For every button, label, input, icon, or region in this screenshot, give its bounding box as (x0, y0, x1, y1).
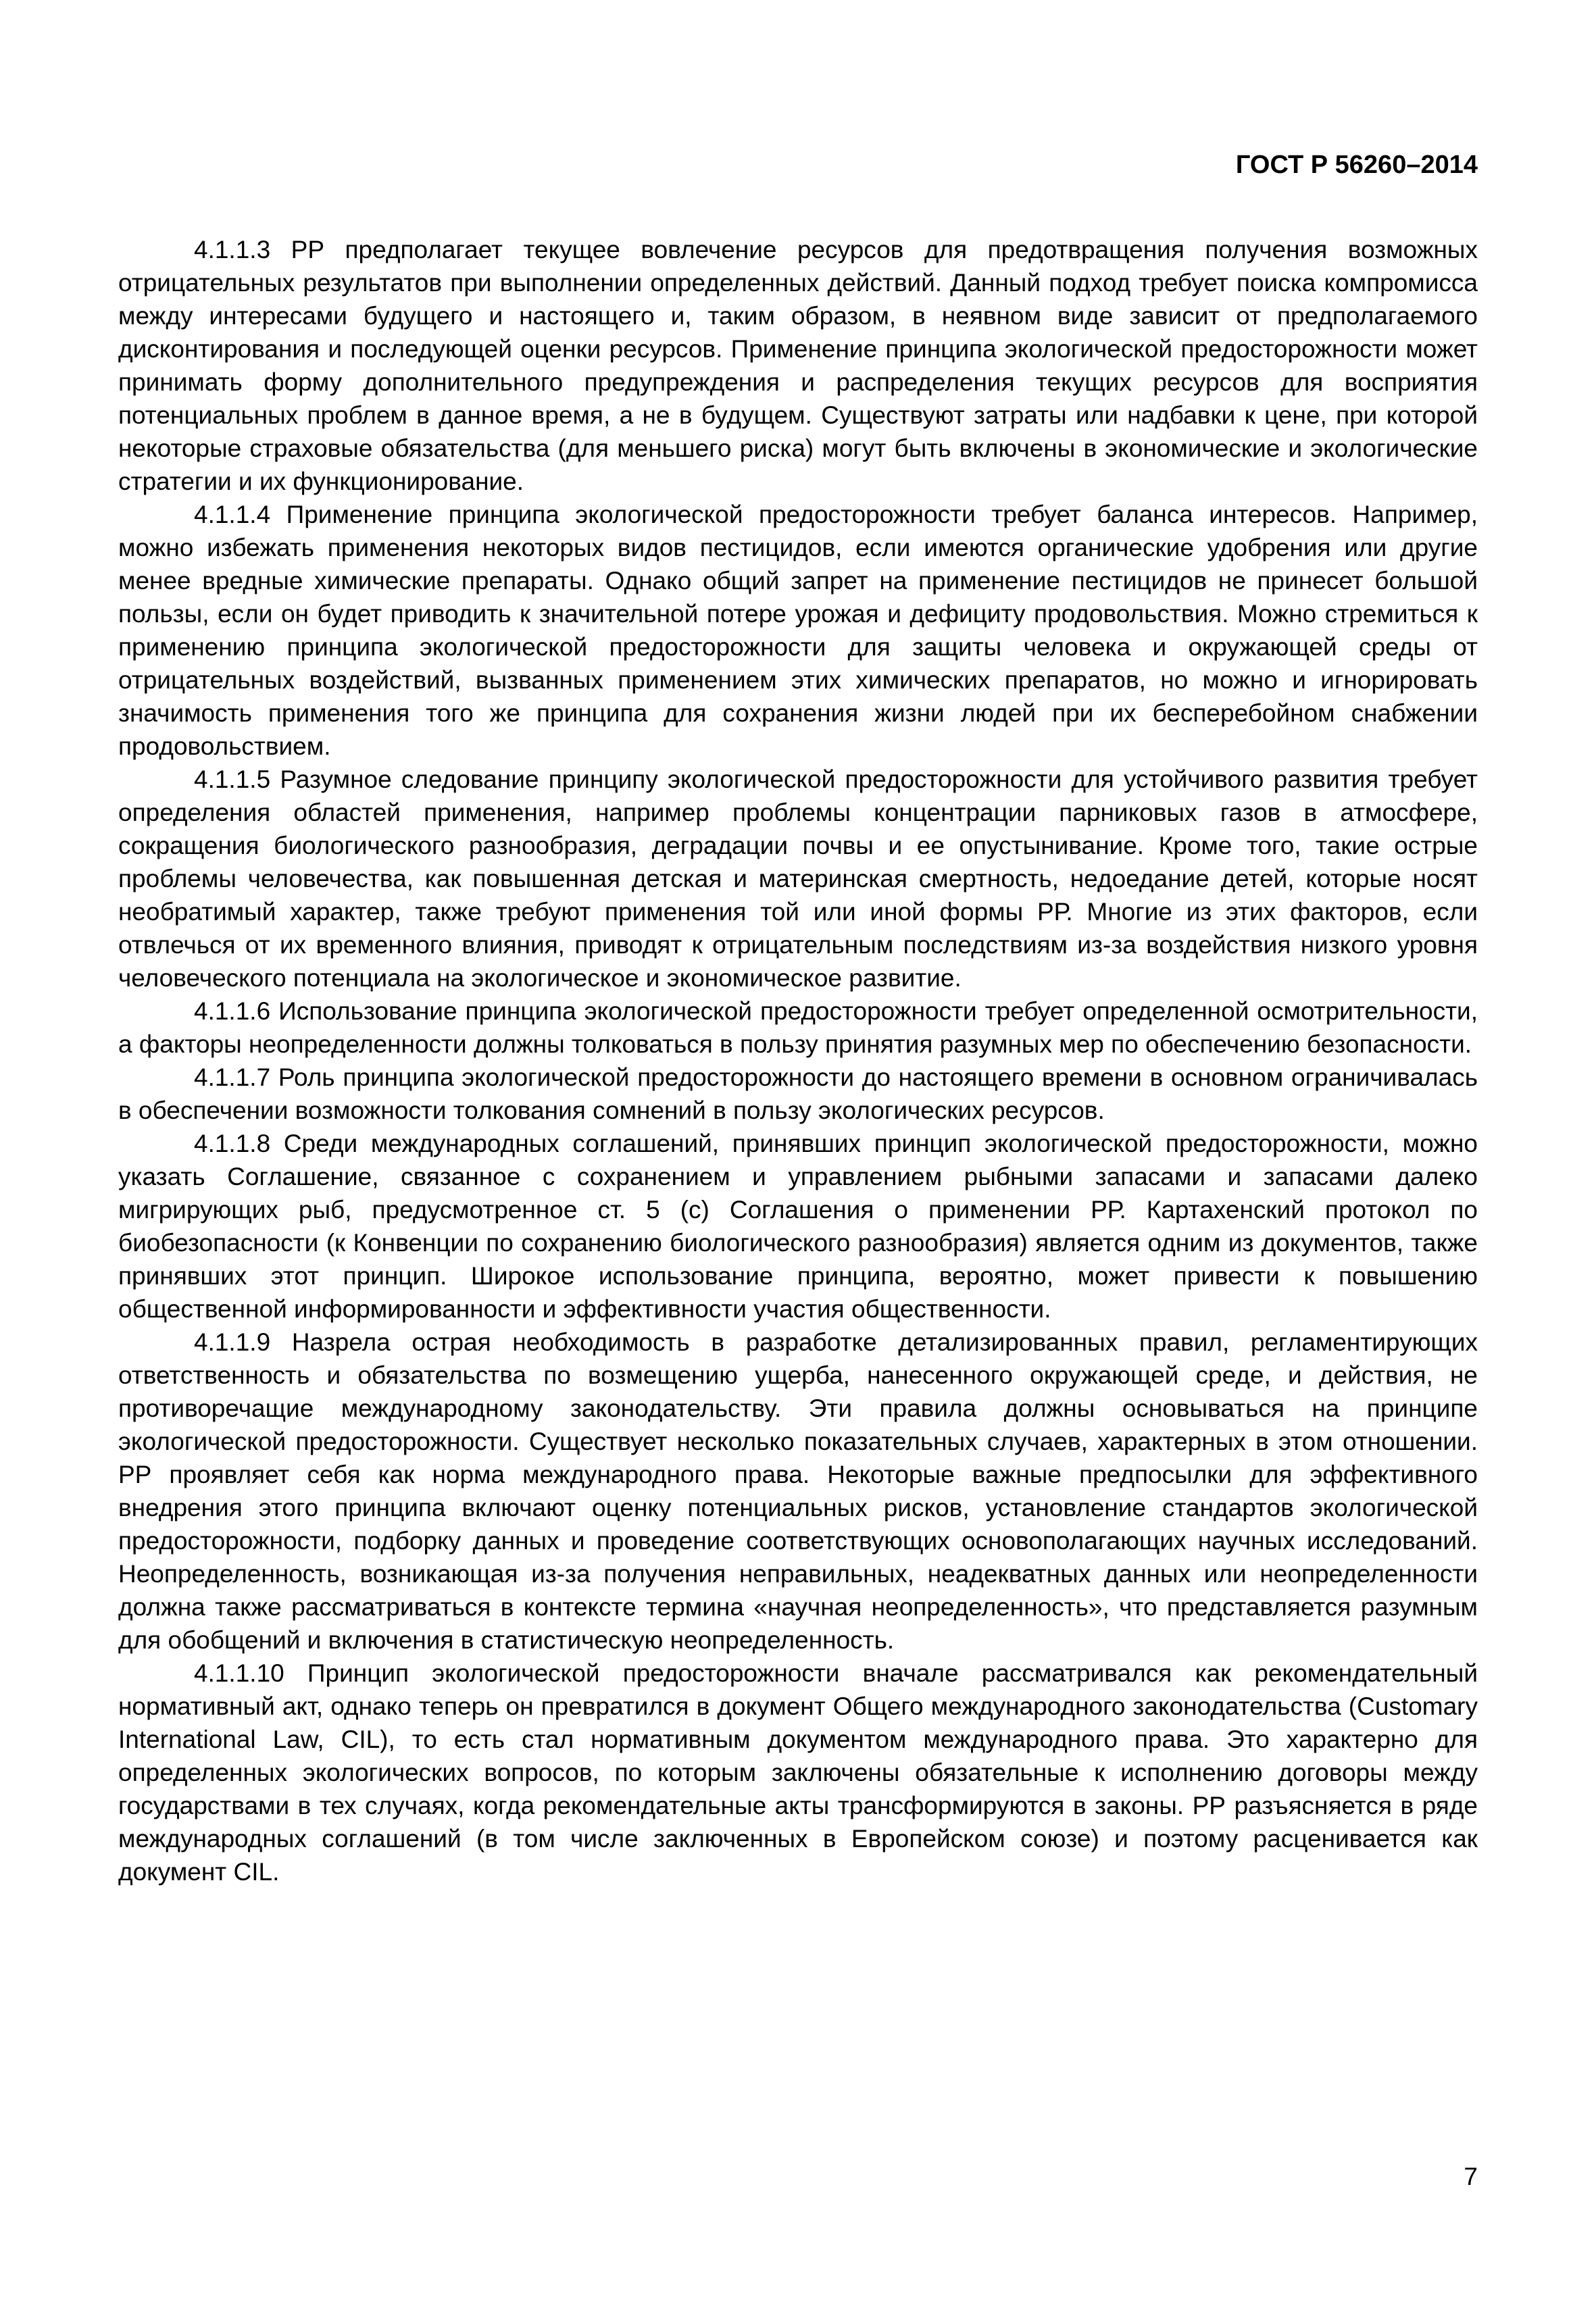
paragraph-4-1-1-10: 4.1.1.10 Принцип экологической предосторожности вначале рассматривался как рекомендательный нормативный акт, однако теперь он превратился в документ Общего международного законодательства (Customary International Law, CIL), то есть стал нормативным документом международного права. Это характерно для определенных экологических вопросов, по которым заключены обязательные к исполнению договоры между государствами в тех случаях, когда рекомендательные акты трансформируются в законы. РР разъясняется в ряде международных соглашений (в том числе заключенных в Европейском союзе) и поэтому расценивается как документ CIL. (118, 1659, 1478, 1886)
paragraph-4-1-1-5: 4.1.1.5 Разумное следование принципу экологической предосторожности для устойчивого развития требует определения областей применения, например проблемы концентрации парниковых газов в атмосфере, сокращения биологического разнообразия, деградации почвы и ее опустынивание. Кроме того, такие острые проблемы человечества, как повышенная детская и материнская смертность, недоедание детей, которые носят необратимый характер, также требуют применения той или иной формы РР. Многие из этих факторов, если отвлечься от их временного влияния, приводят к отрицательным последствиям из-за воздействия низкого уровня человеческого потенциала на экологическое и экономическое развитие. (118, 765, 1478, 992)
paragraph-4-1-1-6: 4.1.1.6 Использование принципа экологической предосторожности требует определенной осмотрительности, а факторы неопределенности должны толковаться в пользу принятия разумных мер по обеспечению безопасности. (118, 997, 1478, 1058)
paragraph-4-1-1-4: 4.1.1.4 Применение принципа экологической предосторожности требует баланса интересов. Например, можно избежать применения некоторых видов пестицидов, если имеются органические удобрения или другие менее вредные химические препараты. Однако общий запрет на применение пестицидов не принесет большой пользы, если он будет приводить к значительной потере урожая и дефициту продовольствия. Можно стремиться к применению принципа экологической предосторожности для защиты человека и окружающей среды от отрицательных воздействий, вызванных применением этих химических препаратов, но можно и игнорировать значимость применения того же принципа для сохранения жизни людей при их бесперебойном снабжении продовольствием. (118, 501, 1478, 760)
paragraph-4-1-1-9: 4.1.1.9 Назрела острая необходимость в разработке детализированных правил, регламентирующих ответственность и обязательства по возмещению ущерба, нанесенного окружающей среде, и действия, не противоречащие международному законодательству. Эти правила должны основываться на принципе экологической предосторожности. Существует несколько показательных случаев, характерных в этом отношении. РР проявляет себя как норма международного права. Некоторые важные предпосылки для эффективного внедрения этого принципа включают оценку потенциальных рисков, установление стандартов экологической предосторожности, подборку данных и проведение соответствующих основополагающих научных исследований. Неопределенность, возникающая из-за получения неправильных, неадекватных данных или неопределенности должна также рассматриваться в контексте термина «научная неопределенность», что представляется разумным для обобщений и включения в статистическую неопределенность. (118, 1328, 1478, 1654)
body-text (118, 233, 1478, 1888)
paragraph-4-1-1-8: 4.1.1.8 Среди международных соглашений, принявших принцип экологической предосторожности, можно указать Соглашение, связанное с сохранением и управлением рыбными запасами и запасами далеко мигрирующих рыб, предусмотренное ст. 5 (с) Соглашения о применении РР. Картахенский протокол по биобезопасности (к Конвенции по сохранению биологического разнообразия) является одним из документов, также принявших этот принцип. Широкое использование принципа, вероятно, может привести к повышению общественной информированности и эффективности участия общественности. (118, 1130, 1478, 1323)
paragraph-4-1-1-7: 4.1.1.7 Роль принципа экологической предосторожности до настоящего времени в основном ограничивалась в обеспечении возможности толкования сомнений в пользу экологических ресурсов. (118, 1063, 1478, 1124)
page-number: 7 (1464, 2163, 1478, 2190)
standard-designation: ГОСТ Р 56260–2014 (1235, 151, 1478, 179)
paragraph-4-1-1-3: 4.1.1.3 РР предполагает текущее вовлечение ресурсов для предотвращения получения возможных отрицательных результатов при выполнении определенных действий. Данный подход требует поиска компромисса между интересами будущего и настоящего и, таким образом, в неявном виде зависит от предполагаемого дисконтирования и последующей оценки ресурсов. Применение принципа экологической предосторожности может принимать форму дополнительного предупреждения и распределения текущих ресурсов для восприятия потенциальных проблем в данное время, а не в будущем. Существуют затраты или надбавки к цене, при которой некоторые страховые обязательства (для меньшего риска) могут быть включены в экономические и экологические стратегии и их функционирование. (118, 236, 1478, 495)
